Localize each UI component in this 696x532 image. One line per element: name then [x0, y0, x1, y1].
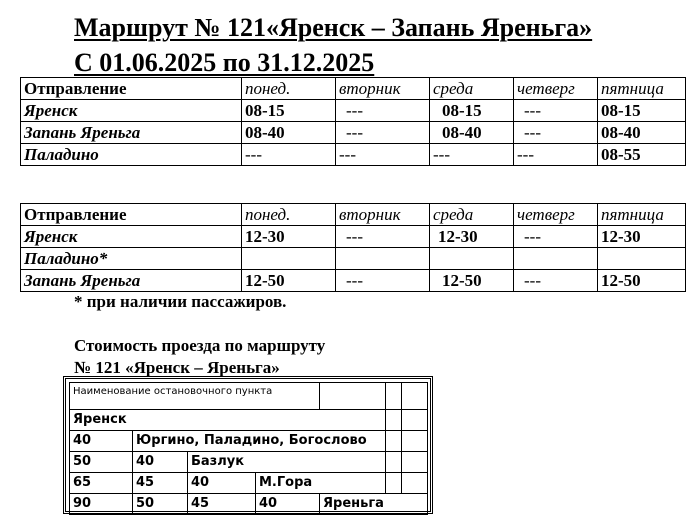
time-cell: ---	[430, 144, 514, 166]
header-friday: пятница	[598, 78, 686, 100]
fare-table-frame	[63, 376, 433, 514]
fare-price: 50	[70, 452, 133, 473]
table-row	[21, 144, 686, 166]
fare-table	[69, 382, 428, 515]
header-tuesday: вторник	[336, 204, 430, 226]
header-monday: понед.	[242, 78, 336, 100]
stop-name: Паладино*	[21, 248, 242, 270]
time-cell: 08-15	[242, 100, 336, 122]
time-cell: 12-50	[430, 270, 514, 292]
header-thursday: четверг	[514, 204, 598, 226]
footnote: * при наличии пассажиров.	[74, 292, 287, 311]
time-cell: ---	[336, 122, 430, 144]
fare-origin: Яренск	[70, 410, 386, 431]
header-friday: пятница	[598, 204, 686, 226]
route-title: Маршрут № 121«Яренск – Запань Яреньга»	[74, 13, 593, 42]
fare-cell	[386, 473, 402, 494]
fare-row	[70, 473, 428, 494]
fare-cell	[386, 410, 402, 431]
fare-row	[70, 452, 428, 473]
fare-cell	[402, 452, 428, 473]
time-cell	[514, 248, 598, 270]
time-cell: ---	[336, 144, 430, 166]
time-cell	[242, 248, 336, 270]
fare-row	[70, 410, 428, 431]
fare-cell	[320, 383, 386, 410]
fare-price: 40	[188, 473, 256, 494]
time-cell: ---	[336, 270, 430, 292]
time-cell: ---	[514, 226, 598, 248]
fare-price: 40	[70, 431, 133, 452]
fare-cell	[386, 383, 402, 410]
time-cell: 08-55	[598, 144, 686, 166]
header-departure: Отправление	[21, 204, 242, 226]
stop-name: Запань Яреньга	[21, 270, 242, 292]
fare-cell	[402, 410, 428, 431]
fare-stop-name: Яреньга	[320, 494, 428, 515]
time-cell: 12-30	[430, 226, 514, 248]
schedule-table-midday	[20, 203, 686, 292]
fare-stop-name: М.Гора	[256, 473, 386, 494]
header-wednesday: среда	[430, 78, 514, 100]
table-row	[21, 100, 686, 122]
route-period: С 01.06.2025 по 31.12.2025	[74, 48, 375, 77]
fare-cell	[402, 473, 428, 494]
fare-cell	[402, 383, 428, 410]
fare-price: 45	[188, 494, 256, 515]
fare-title: Стоимость проезда по маршруту	[74, 336, 326, 355]
table-header-row	[21, 78, 686, 100]
fare-price: 40	[133, 452, 188, 473]
header-wednesday: среда	[430, 204, 514, 226]
time-cell: 08-15	[430, 100, 514, 122]
table-row	[21, 248, 686, 270]
header-monday: понед.	[242, 204, 336, 226]
time-cell: 12-30	[598, 226, 686, 248]
fare-route: № 121 «Яренск – Яреньга»	[74, 358, 280, 377]
fare-price: 65	[70, 473, 133, 494]
table-row	[21, 122, 686, 144]
time-cell: 12-50	[242, 270, 336, 292]
stop-name: Паладино	[21, 144, 242, 166]
fare-price: 40	[256, 494, 320, 515]
fare-stop-name: Юргино, Паладино, Богослово	[133, 431, 386, 452]
header-tuesday: вторник	[336, 78, 430, 100]
fare-header-row	[70, 383, 428, 410]
time-cell: 08-40	[598, 122, 686, 144]
time-cell: 08-40	[430, 122, 514, 144]
table-row	[21, 270, 686, 292]
header-departure: Отправление	[21, 78, 242, 100]
time-cell: 12-30	[242, 226, 336, 248]
stop-name: Запань Яреньга	[21, 122, 242, 144]
time-cell	[336, 248, 430, 270]
time-cell: 08-40	[242, 122, 336, 144]
fare-cell	[386, 452, 402, 473]
time-cell: 08-15	[598, 100, 686, 122]
fare-stop-name: Базлук	[188, 452, 386, 473]
time-cell: 12-50	[598, 270, 686, 292]
time-cell: ---	[242, 144, 336, 166]
time-cell	[430, 248, 514, 270]
time-cell: ---	[514, 270, 598, 292]
time-cell: ---	[336, 226, 430, 248]
stop-name: Яренск	[21, 226, 242, 248]
fare-price: 45	[133, 473, 188, 494]
stop-name: Яренск	[21, 100, 242, 122]
fare-row	[70, 494, 428, 515]
fare-cell	[386, 431, 402, 452]
fare-price: 50	[133, 494, 188, 515]
fare-cell	[402, 431, 428, 452]
time-cell	[598, 248, 686, 270]
table-row	[21, 226, 686, 248]
time-cell: ---	[336, 100, 430, 122]
fare-price: 90	[70, 494, 133, 515]
fare-row	[70, 431, 428, 452]
time-cell: ---	[514, 100, 598, 122]
time-cell: ---	[514, 122, 598, 144]
time-cell: ---	[514, 144, 598, 166]
schedule-table-morning	[20, 77, 686, 166]
header-thursday: четверг	[514, 78, 598, 100]
fare-header-label: Наименование остановочного пункта	[70, 383, 320, 410]
table-header-row	[21, 204, 686, 226]
